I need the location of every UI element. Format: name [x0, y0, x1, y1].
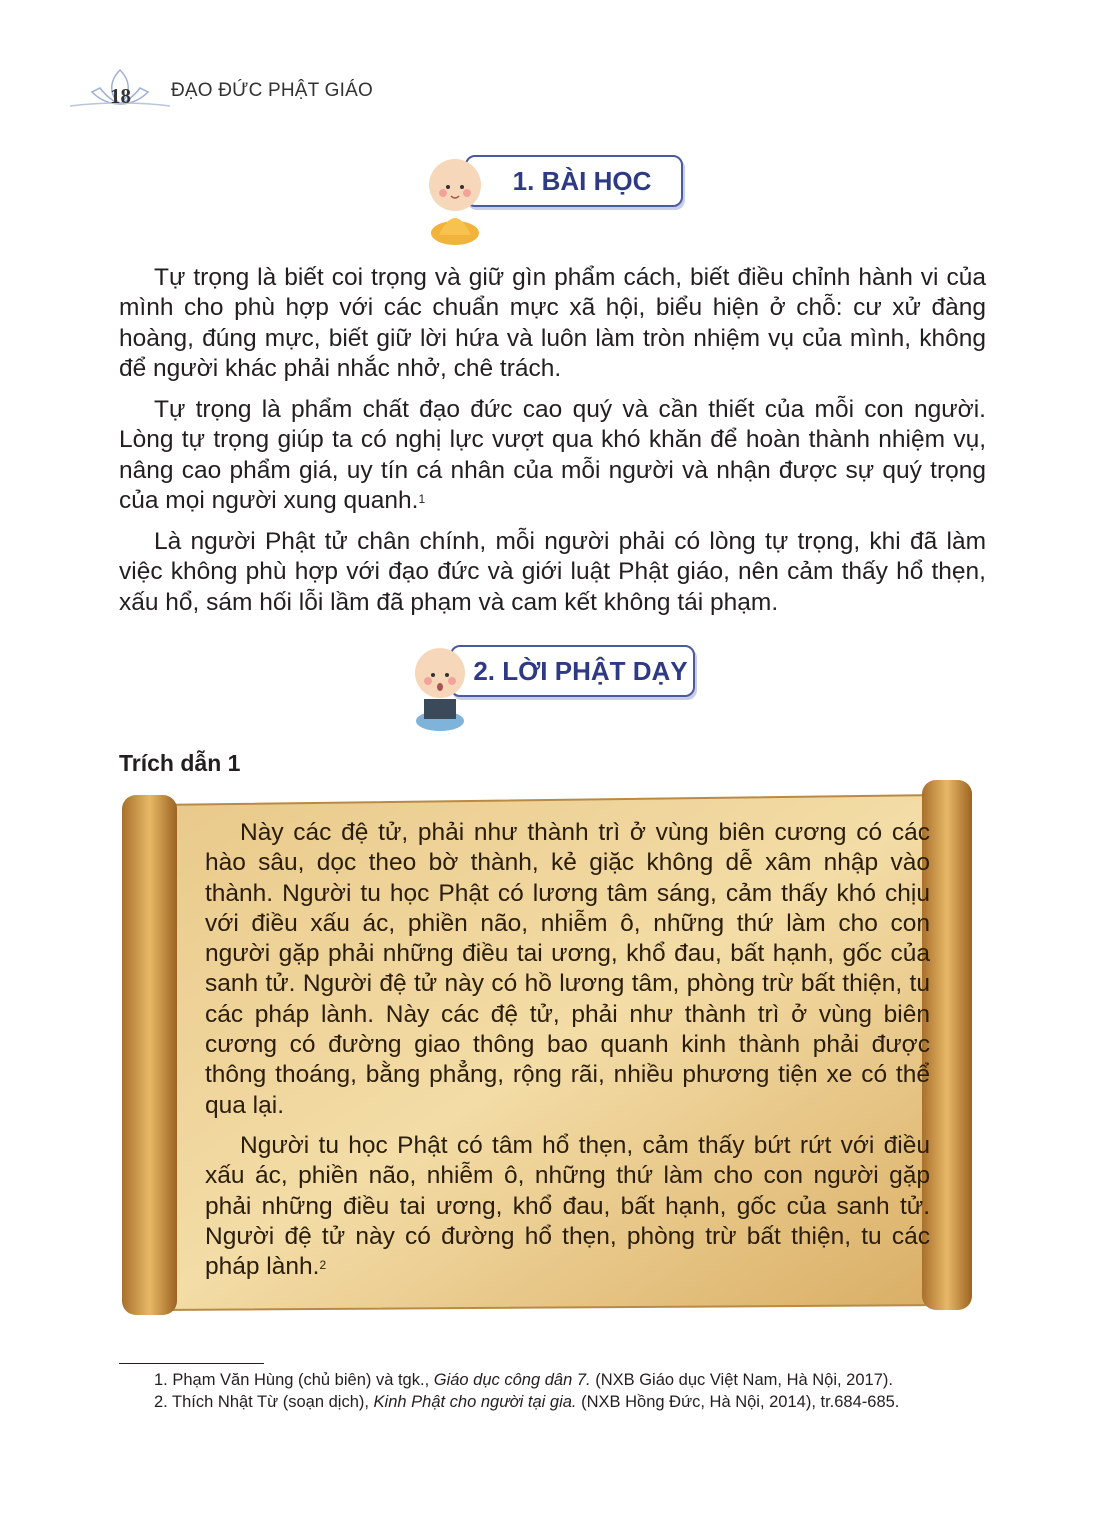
buddha-quote — [205, 818, 930, 1292]
section-badge-buddha-teaching — [410, 645, 695, 697]
footnote-text: 2. Thích Nhật Từ (soạn dịch), — [154, 1393, 374, 1411]
footnote-ref: 2 — [319, 1258, 327, 1273]
footnote-divider — [119, 1363, 264, 1364]
quote-heading: Trích dẫn 1 — [119, 750, 241, 776]
footnote-text: (NXB Hồng Đức, Hà Nội, 2014), tr.684-685. — [576, 1393, 900, 1411]
quote-text: Người tu học Phật có tâm hổ thẹn, cảm thấy bứt rứt với điều xấu ác, phiền não, nhiễm ô, những thứ làm cho con người gặp phải những điều tai ương, khổ đau, bất hạnh, gốc của sanh tử. Người đệ tử này có đường hổ thẹn, phòng trừ bất thiện, tu các pháp lành. — [205, 1131, 930, 1281]
section-badge-lesson — [425, 155, 683, 207]
footnote-text: (NXB Giáo dục Việt Nam, Hà Nội, 2017). — [590, 1371, 893, 1389]
paragraph — [119, 395, 986, 516]
monk-praying-icon — [425, 155, 485, 247]
paragraph-text: Tự trọng là phẩm chất đạo đức cao quý và cần thiết của mỗi con người. Lòng tự trọng giúp ta có nghị lực vượt qua khó khăn để hoàn thành nhiệm vụ, nâng cao phẩm giá, uy tín cá nhân của mỗi người và nhận được sự quý trọng của mọi người xung quanh. — [119, 396, 986, 514]
paragraph: Tự trọng là biết coi trọng và giữ gìn phẩm cách, biết điều chỉnh hành vi của mình cho phù hợp với các chuẩn mực xã hội, biểu hiện ở chỗ: cư xử đàng hoàng, đúng mực, biết giữ lời hứa và luôn làm tròn nhiệm vụ của mình, không để người khác phải nhắc nhở, chê trách. — [119, 264, 986, 382]
section-title: 2. LỜI PHẬT DẠY — [450, 645, 695, 697]
page-header — [70, 66, 390, 110]
footnote — [119, 1369, 986, 1391]
page-number: 18 — [110, 84, 131, 108]
running-title: ĐẠO ĐỨC PHẬT GIÁO — [171, 80, 373, 101]
footnote-text: 1. Phạm Văn Hùng (chủ biên) và tgk., — [154, 1371, 434, 1389]
footnote-book-title: Kinh Phật cho người tại gia. — [373, 1393, 577, 1411]
monk-reading-icon — [410, 645, 470, 731]
quote-paragraph — [205, 1131, 930, 1282]
footnote-ref: 1 — [418, 491, 426, 506]
section-title: 1. BÀI HỌC — [465, 155, 683, 207]
footnote — [119, 1391, 986, 1413]
paragraph: Là người Phật tử chân chính, mỗi người phải có lòng tự trọng, khi đã làm việc không phù hợp với đạo đức và giới luật Phật giáo, nên cảm thấy hổ thẹn, xấu hổ, sám hối lỗi lầm đã phạm và cam kết không tái phạm. — [119, 528, 986, 616]
quote-paragraph: Này các đệ tử, phải như thành trì ở vùng biên cương có các hào sâu, dọc theo bờ thành, kẻ giặc không dễ xâm nhập vào thành. Người tu học Phật có lương tâm sáng, cảm thấy khó chịu với điều xấu ác, phiền não, nhiễm ô, những thứ làm cho con người gặp phải những điều tai ương, khổ đau, bất hạnh, gốc của sanh tử. Người đệ tử này có hồ lương tâm, phòng trừ bất thiện, tu các pháp lành. Này các đệ tử, phải như thành trì ở vùng biên cương có đường giao thông bao quanh kinh thành phải được thông thoáng, bằng phẳng, rộng rãi, nhiều phương tiện xe có thể qua lại. — [205, 819, 930, 1119]
footnote-book-title: Giáo dục công dân 7. — [433, 1371, 591, 1389]
